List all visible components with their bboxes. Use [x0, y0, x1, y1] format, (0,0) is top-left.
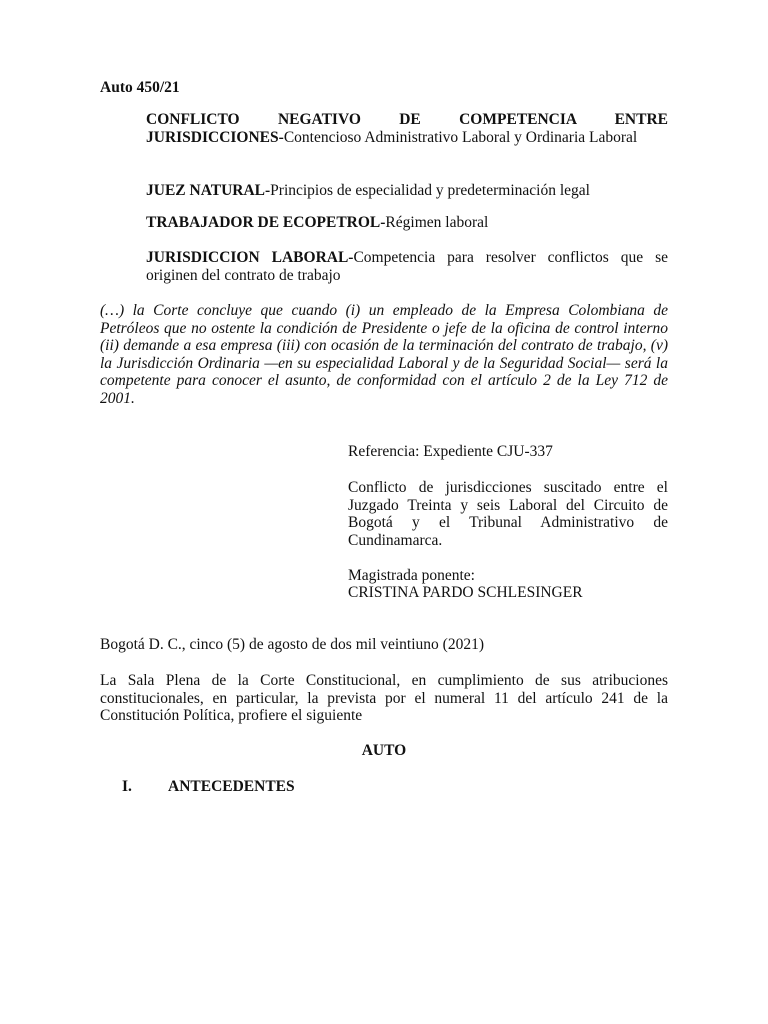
topic-keyword: CONFLICTO NEGATIVO DE COMPETENCIA ENTRE JURISDICCIONES- [146, 111, 668, 146]
topic-keyword: JUEZ NATURAL- [146, 182, 271, 199]
topic-text: Competencia para resolver conflictos que se originen del contrato de trabajo [146, 249, 668, 284]
topic-keyword: JURISDICCION LABORAL- [146, 249, 354, 266]
topic-keyword: TRABAJADOR DE ECOPETROL- [146, 214, 386, 231]
topic-text: Contencioso Administrativo Laboral y Ordinaria Laboral [283, 128, 638, 146]
date-line: Bogotá D. C., cinco (5) de agosto de dos mil veintiuno (2021) [100, 636, 484, 653]
magistrada-name: CRISTINA PARDO SCHLESINGER [348, 584, 583, 601]
topic-text: Principios de especialidad y predeterminación legal [270, 182, 590, 199]
document-title: Auto 450/21 [100, 79, 180, 96]
section-number: I. [122, 778, 132, 795]
auto-heading: AUTO [361, 742, 407, 759]
summary-quote: (…) la Corte concluye que cuando (i) un empleado de la Empresa Colombiana de Petróleos que no ostente la condición de Presidente o jefe de la oficina de control interno (ii) demande a esa empresa (iii) con ocasión de la terminación del contrato de trabajo, (v) la Jurisdicción Ordinaria —en su especialidad Laboral y de la Seguridad Social— será la competente para conocer el asunto, de conformidad con el artículo 2 de la Ley 712 de 2001. [100, 302, 668, 407]
magistrada-label: Magistrada ponente: [348, 567, 475, 584]
intro-paragraph: La Sala Plena de la Corte Constitucional, en cumplimiento de sus atribuciones constitucionales, en particular, la prevista por el numeral 11 del artículo 241 de la Constitución Política, profiere el siguiente [100, 672, 668, 724]
reference-conflicto: Conflicto de jurisdicciones suscitado entre el Juzgado Treinta y seis Laboral del Circuito de Bogotá y el Tribunal Administrativo de Cundinamarca. [348, 479, 668, 549]
topic-jurisdiccion-laboral [146, 249, 668, 284]
topic-trabajador-ecopetrol [146, 214, 668, 232]
topic-conflicto-negativo [146, 111, 668, 146]
section-heading-antecedentes [122, 778, 295, 796]
topic-text: Régimen laboral [385, 214, 489, 231]
reference-expediente: Referencia: Expediente CJU-337 [348, 443, 553, 460]
topic-juez-natural [146, 182, 668, 200]
section-title: ANTECEDENTES [168, 778, 295, 795]
